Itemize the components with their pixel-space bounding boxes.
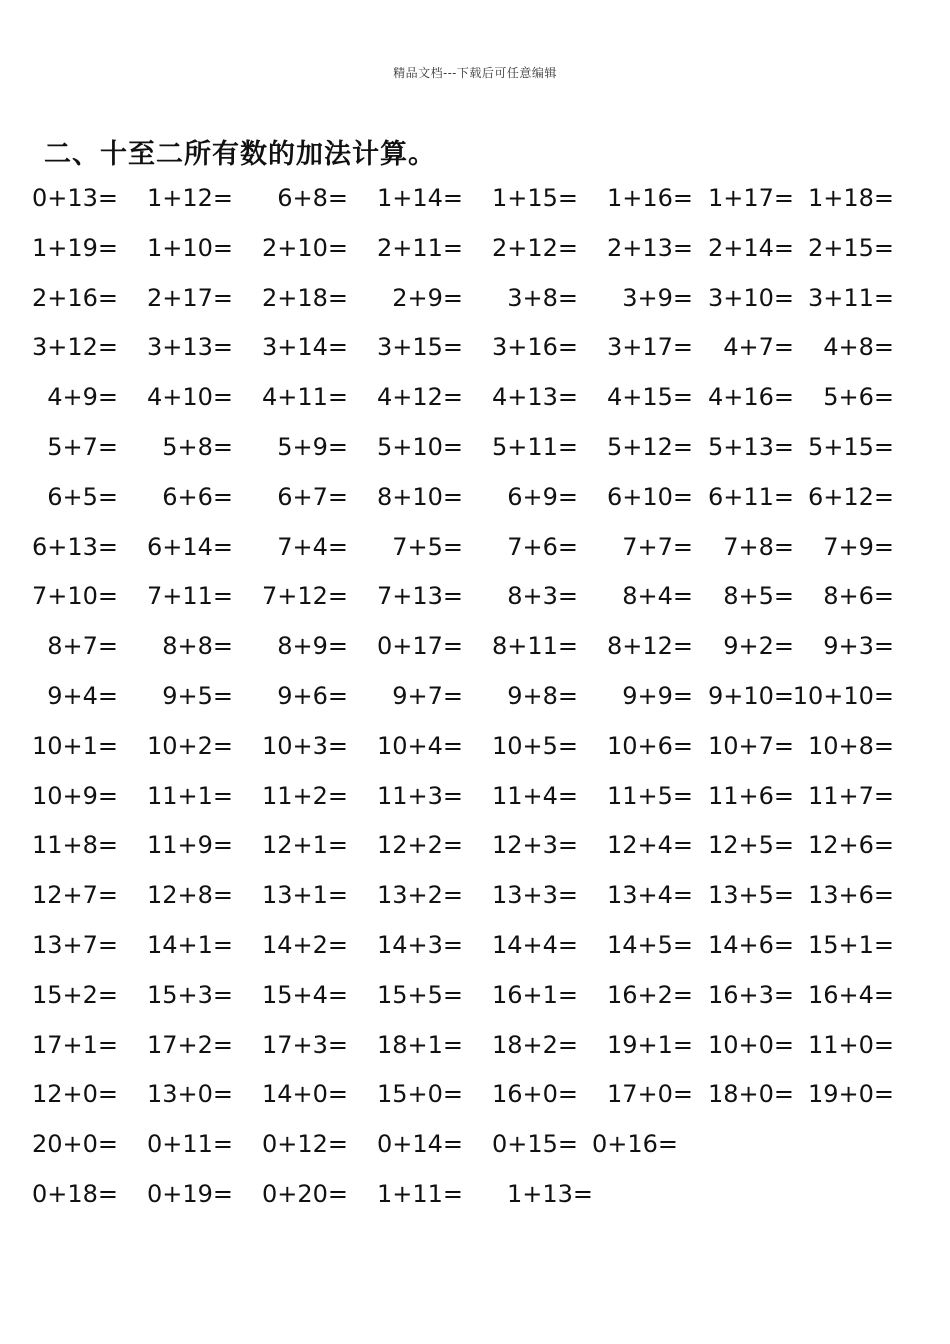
- problem-item: 8+5=: [723, 582, 794, 611]
- problem-item: 13+4=: [606, 881, 693, 910]
- problem-row: [0, 224, 950, 274]
- problem-item: 3+9=: [622, 283, 693, 312]
- problem-item: 10+5=: [491, 731, 578, 760]
- problem-item: 11+8=: [31, 831, 118, 860]
- problem-item: 7+13=: [376, 582, 463, 611]
- problem-item: 15+1=: [807, 930, 894, 959]
- problem-item: 7+10=: [31, 582, 118, 611]
- problem-item: 1+11=: [376, 1179, 463, 1208]
- problem-item: 4+8=: [823, 333, 894, 362]
- problem-item: 11+0=: [807, 1030, 894, 1059]
- problem-item: 0+12=: [261, 1130, 348, 1159]
- problem-item: 3+11=: [807, 283, 894, 312]
- problem-item: 2+10=: [261, 233, 348, 262]
- problem-item: 13+3=: [491, 881, 578, 910]
- problem-item: 10+4=: [376, 731, 463, 760]
- problem-item: 6+8=: [277, 184, 348, 212]
- problem-item: 4+7=: [723, 333, 794, 362]
- problem-item: 20+0=: [31, 1130, 118, 1159]
- problem-item: 7+4=: [277, 532, 348, 561]
- problem-item: 15+3=: [146, 980, 233, 1009]
- problem-row: [0, 1120, 950, 1170]
- problem-item: 9+2=: [723, 632, 794, 661]
- problem-item: 3+13=: [146, 333, 233, 362]
- problem-item: 14+4=: [491, 930, 578, 959]
- problem-row: [0, 174, 950, 224]
- problem-row: [0, 1070, 950, 1120]
- problem-item: 11+4=: [491, 781, 578, 810]
- problem-item: 12+2=: [376, 831, 463, 860]
- problem-item: 19+1=: [606, 1030, 693, 1059]
- problem-item: 4+16=: [707, 383, 794, 412]
- problem-item: 11+3=: [376, 781, 463, 810]
- problem-item: 3+16=: [491, 333, 578, 362]
- problem-item: 1+14=: [376, 184, 463, 212]
- problem-item: 10+6=: [606, 731, 693, 760]
- problem-item: 2+9=: [392, 283, 463, 312]
- problem-item: 11+5=: [606, 781, 693, 810]
- problem-item: 9+6=: [277, 681, 348, 710]
- problem-item: 3+15=: [376, 333, 463, 362]
- problem-item: 7+8=: [723, 532, 794, 561]
- problem-item: 12+6=: [807, 831, 894, 860]
- problem-item: 9+5=: [162, 681, 233, 710]
- problem-row: [0, 722, 950, 772]
- problem-item: 6+12=: [807, 482, 894, 511]
- problem-item: 16+1=: [491, 980, 578, 1009]
- problem-item: 14+2=: [261, 930, 348, 959]
- problem-item: 11+2=: [261, 781, 348, 810]
- problem-item: 6+7=: [277, 482, 348, 511]
- problem-item: 5+11=: [491, 432, 578, 461]
- problem-item: 0+16=: [591, 1130, 678, 1159]
- problem-item: 10+1=: [31, 731, 118, 760]
- problem-item: 3+14=: [261, 333, 348, 362]
- problem-item: 11+9=: [146, 831, 233, 860]
- header-note: 精品文档---下载后可任意编辑: [393, 66, 557, 80]
- problem-item: 4+10=: [146, 383, 233, 412]
- problem-row: [0, 274, 950, 324]
- problem-item: 9+7=: [392, 681, 463, 710]
- problem-item: 0+14=: [376, 1130, 463, 1159]
- problem-item: 10+2=: [146, 731, 233, 760]
- problem-row: [0, 871, 950, 921]
- problem-row: [0, 821, 950, 871]
- problem-item: 9+8=: [507, 681, 578, 710]
- problem-item: 17+3=: [261, 1030, 348, 1059]
- problem-item: 13+5=: [707, 881, 794, 910]
- problem-item: 4+12=: [376, 383, 463, 412]
- problem-item: 6+10=: [606, 482, 693, 511]
- problem-item: 10+8=: [807, 731, 894, 760]
- problem-item: 12+4=: [606, 831, 693, 860]
- problem-item: 14+3=: [376, 930, 463, 959]
- problem-item: 5+9=: [277, 432, 348, 461]
- problem-item: 1+13=: [506, 1179, 593, 1208]
- problem-item: 3+8=: [507, 283, 578, 312]
- problem-item: 12+1=: [261, 831, 348, 860]
- problem-item: 1+16=: [606, 184, 693, 212]
- problem-item: 2+11=: [376, 233, 463, 262]
- problem-item: 10+10=: [792, 681, 894, 710]
- problem-item: 6+13=: [31, 532, 118, 561]
- problem-item: 8+3=: [507, 582, 578, 611]
- problem-item: 10+7=: [707, 731, 794, 760]
- problem-item: 5+10=: [376, 432, 463, 461]
- problem-item: 10+9=: [31, 781, 118, 810]
- problem-item: 1+15=: [491, 184, 578, 212]
- problem-item: 13+7=: [31, 930, 118, 959]
- problem-item: 13+0=: [146, 1080, 233, 1109]
- problem-item: 7+6=: [507, 532, 578, 561]
- problem-item: 12+3=: [491, 831, 578, 860]
- problem-row: [0, 1170, 950, 1220]
- problem-row: [0, 921, 950, 971]
- problem-item: 3+17=: [606, 333, 693, 362]
- problem-item: 13+1=: [261, 881, 348, 910]
- problem-row: [0, 423, 950, 473]
- problem-item: 2+18=: [261, 283, 348, 312]
- problem-row: [0, 772, 950, 822]
- section-title: 二、十至二所有数的加法计算。: [44, 139, 436, 170]
- problem-item: 0+17=: [376, 632, 463, 661]
- problem-item: 2+14=: [707, 233, 794, 262]
- problem-row: [0, 323, 950, 373]
- problem-item: 14+1=: [146, 930, 233, 959]
- problem-item: 11+7=: [807, 781, 894, 810]
- problem-item: 13+6=: [807, 881, 894, 910]
- problem-item: 16+0=: [491, 1080, 578, 1109]
- problem-item: 18+0=: [707, 1080, 794, 1109]
- problem-row: [0, 672, 950, 722]
- problem-item: 9+9=: [622, 681, 693, 710]
- problem-grid: [0, 174, 950, 1220]
- problem-item: 5+6=: [823, 383, 894, 412]
- problem-item: 6+14=: [146, 532, 233, 561]
- problem-item: 18+2=: [491, 1030, 578, 1059]
- problem-item: 17+2=: [146, 1030, 233, 1059]
- problem-item: 1+12=: [146, 184, 233, 212]
- problem-item: 3+12=: [31, 333, 118, 362]
- problem-item: 11+1=: [146, 781, 233, 810]
- problem-row: [0, 572, 950, 622]
- problem-item: 13+2=: [376, 881, 463, 910]
- problem-item: 14+0=: [261, 1080, 348, 1109]
- problem-item: 7+12=: [261, 582, 348, 611]
- problem-item: 3+10=: [707, 283, 794, 312]
- problem-item: 9+10=: [707, 681, 794, 710]
- problem-item: 12+5=: [707, 831, 794, 860]
- problem-item: 15+4=: [261, 980, 348, 1009]
- problem-item: 18+1=: [376, 1030, 463, 1059]
- problem-item: 6+9=: [507, 482, 578, 511]
- problem-item: 0+20=: [261, 1179, 348, 1208]
- problem-item: 1+10=: [146, 233, 233, 262]
- problem-item: 7+11=: [146, 582, 233, 611]
- problem-item: 16+3=: [707, 980, 794, 1009]
- problem-item: 4+15=: [606, 383, 693, 412]
- problem-item: 12+7=: [31, 881, 118, 910]
- problem-item: 5+13=: [707, 432, 794, 461]
- problem-row: [0, 622, 950, 672]
- problem-row: [0, 473, 950, 523]
- problem-item: 5+8=: [162, 432, 233, 461]
- problem-item: 2+15=: [807, 233, 894, 262]
- problem-item: 4+11=: [261, 383, 348, 412]
- problem-item: 15+2=: [31, 980, 118, 1009]
- problem-item: 2+13=: [606, 233, 693, 262]
- problem-item: 17+1=: [31, 1030, 118, 1059]
- problem-item: 8+8=: [162, 632, 233, 661]
- problem-item: 4+9=: [47, 383, 118, 412]
- problem-item: 1+18=: [807, 184, 894, 212]
- problem-item: 5+15=: [807, 432, 894, 461]
- problem-item: 0+13=: [31, 184, 118, 212]
- problem-item: 0+18=: [31, 1179, 118, 1208]
- problem-item: 17+0=: [606, 1080, 693, 1109]
- problem-item: 1+17=: [707, 184, 794, 212]
- problem-row: [0, 1021, 950, 1071]
- problem-item: 6+11=: [707, 482, 794, 511]
- problem-item: 0+15=: [491, 1130, 578, 1159]
- problem-item: 6+5=: [47, 482, 118, 511]
- problem-row: [0, 373, 950, 423]
- problem-item: 5+7=: [47, 432, 118, 461]
- problem-item: 0+19=: [146, 1179, 233, 1208]
- problem-item: 8+7=: [47, 632, 118, 661]
- problem-item: 7+7=: [622, 532, 693, 561]
- problem-item: 19+0=: [807, 1080, 894, 1109]
- problem-item: 15+0=: [376, 1080, 463, 1109]
- problem-item: 2+16=: [31, 283, 118, 312]
- problem-item: 8+6=: [823, 582, 894, 611]
- problem-item: 5+12=: [606, 432, 693, 461]
- problem-item: 11+6=: [707, 781, 794, 810]
- problem-item: 1+19=: [31, 233, 118, 262]
- problem-item: 8+10=: [376, 482, 463, 511]
- problem-item: 12+0=: [31, 1080, 118, 1109]
- problem-item: 16+2=: [606, 980, 693, 1009]
- problem-item: 7+9=: [823, 532, 894, 561]
- problem-item: 8+4=: [622, 582, 693, 611]
- problem-row: [0, 523, 950, 573]
- problem-item: 6+6=: [162, 482, 233, 511]
- problem-item: 9+3=: [823, 632, 894, 661]
- problem-item: 0+11=: [146, 1130, 233, 1159]
- problem-item: 9+4=: [47, 681, 118, 710]
- problem-item: 8+11=: [491, 632, 578, 661]
- problem-row: [0, 971, 950, 1021]
- problem-item: 2+17=: [146, 283, 233, 312]
- problem-item: 15+5=: [376, 980, 463, 1009]
- problem-item: 10+0=: [707, 1030, 794, 1059]
- problem-item: 8+9=: [277, 632, 348, 661]
- problem-item: 2+12=: [491, 233, 578, 262]
- problem-item: 8+12=: [606, 632, 693, 661]
- problem-item: 14+6=: [707, 930, 794, 959]
- problem-item: 10+3=: [261, 731, 348, 760]
- problem-item: 16+4=: [807, 980, 894, 1009]
- problem-item: 7+5=: [392, 532, 463, 561]
- problem-item: 12+8=: [146, 881, 233, 910]
- problem-item: 4+13=: [491, 383, 578, 412]
- problem-item: 14+5=: [606, 930, 693, 959]
